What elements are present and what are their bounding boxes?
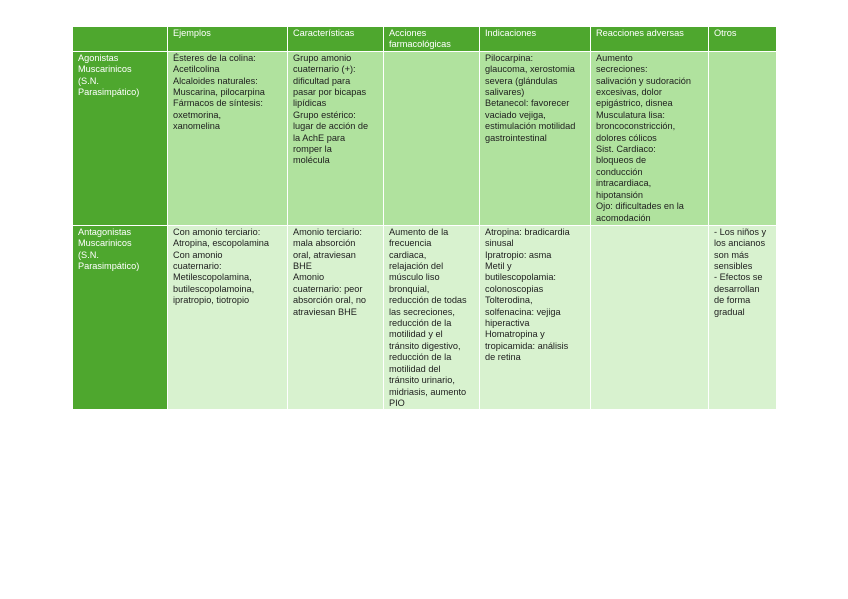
- ejemplos-cell: [168, 225, 288, 410]
- cell-line: bronquial,: [389, 283, 430, 294]
- cell-line: salivación y sudoración: [596, 75, 691, 86]
- cell-line: ipratropio, tiotropio: [173, 295, 250, 306]
- header-reacciones: Reacciones adversas: [591, 27, 709, 52]
- cell-line: Pilocarpina:: [485, 52, 534, 63]
- cell-line: glaucoma, xerostomia: [485, 64, 575, 75]
- indicaciones-cell: [480, 51, 591, 225]
- cell-line: Betanecol: favorecer: [485, 98, 570, 109]
- cell-line: Metil y: [485, 261, 512, 272]
- cell-line: sensibles: [714, 261, 753, 272]
- cell-line: intracardiaca,: [596, 178, 652, 189]
- cell-line: reducción de todas: [389, 295, 467, 306]
- header-ejemplos: Ejemplos: [168, 27, 288, 52]
- cell-line: bloqueos de: [596, 155, 647, 166]
- cell-line: Atropina, escopolamina: [173, 238, 270, 249]
- cell-line: la AchE para: [293, 132, 346, 143]
- header-acciones: Acciones farmacológicas: [384, 27, 480, 52]
- cell-line: (S.N.: [78, 249, 99, 260]
- cell-line: gastrointestinal: [485, 132, 547, 143]
- cell-line: dificultad para: [293, 75, 351, 86]
- reacciones-cell: [591, 225, 709, 410]
- cell-line: secreciones:: [596, 64, 648, 75]
- cell-line: lipídicas: [293, 98, 327, 109]
- cell-line: las secreciones,: [389, 306, 455, 317]
- cell-line: son más: [714, 249, 749, 260]
- cell-line: Ipratropio: asma: [485, 249, 552, 260]
- cell-line: excesivas, dolor: [596, 87, 662, 98]
- acciones-cell: [384, 225, 480, 410]
- cell-line: cuaternario: peor: [293, 283, 363, 294]
- cell-line: Sist. Cardiaco:: [596, 144, 656, 155]
- otros-cell: [709, 51, 777, 225]
- ejemplos-cell: [168, 51, 288, 225]
- cell-line: PIO: [389, 397, 405, 408]
- cell-line: Tolterodina,: [485, 295, 533, 306]
- cell-line: tránsito urinario,: [389, 375, 455, 386]
- cell-line: tránsito digestivo,: [389, 340, 461, 351]
- cell-line: Atropina: bradicardia: [485, 226, 570, 237]
- cell-line: butilescopolamia:: [485, 272, 556, 283]
- cell-line: sinusal: [485, 238, 514, 249]
- cell-line: reducción de la: [389, 352, 452, 363]
- cell-line: hiperactiva: [485, 318, 530, 329]
- cell-line: Aumento de la: [389, 226, 449, 237]
- header-row: [73, 27, 777, 52]
- cell-line: estimulación motilidad: [485, 121, 576, 132]
- pharmacology-table: [72, 26, 777, 410]
- cell-line: gradual: [714, 306, 745, 317]
- cell-line: Acetilcolina: [173, 64, 220, 75]
- cell-line: Parasimpático): [78, 261, 140, 272]
- cell-line: - Efectos se: [714, 272, 763, 283]
- row-label-cell: [73, 51, 168, 225]
- cell-line: epigástrico, disnea: [596, 98, 673, 109]
- cell-line: Agonistas: [78, 52, 119, 63]
- cell-line: colonoscopias: [485, 283, 544, 294]
- cell-line: Con amonio terciario:: [173, 226, 261, 237]
- cell-line: butilescopolamoina,: [173, 283, 255, 294]
- cell-line: romper la: [293, 144, 332, 155]
- cell-line: (S.N.: [78, 75, 99, 86]
- cell-line: dolores cólicos: [596, 132, 657, 143]
- cell-line: Amonio: [293, 272, 325, 283]
- cell-line: cuaternario (+):: [293, 64, 356, 75]
- cell-line: absorción oral, no: [293, 295, 367, 306]
- cell-line: músculo liso: [389, 272, 440, 283]
- cell-line: Muscarina, pilocarpina: [173, 87, 265, 98]
- cell-line: salivares): [485, 87, 525, 98]
- cell-line: broncoconstricción,: [596, 121, 676, 132]
- cell-line: - Los niños y: [714, 226, 767, 237]
- cell-line: Musculatura lisa:: [596, 109, 665, 120]
- cell-line: molécula: [293, 155, 330, 166]
- otros-cell: [709, 225, 777, 410]
- cell-line: Aumento: [596, 52, 633, 63]
- header-otros: Otros: [709, 27, 777, 52]
- cell-line: relajación del: [389, 261, 444, 272]
- cell-line: atraviesan BHE: [293, 306, 357, 317]
- header-caracteristicas: Características: [288, 27, 384, 52]
- cell-line: Ojo: dificultades en la: [596, 201, 684, 212]
- cell-line: motilidad y el: [389, 329, 443, 340]
- acciones-cell: [384, 51, 480, 225]
- cell-line: oral, atraviesan: [293, 249, 356, 260]
- cell-line: hipotansión: [596, 189, 643, 200]
- cell-line: cuaternario:: [173, 261, 222, 272]
- cell-line: severa (glándulas: [485, 75, 558, 86]
- cell-line: reducción de la: [389, 318, 452, 329]
- cell-line: de forma: [714, 295, 751, 306]
- table-row-antagonistas: [73, 225, 777, 410]
- cell-line: midriasis, aumento: [389, 386, 467, 397]
- caracteristicas-cell: [288, 51, 384, 225]
- cell-line: lugar de acción de: [293, 121, 369, 132]
- cell-line: Metilescopolamina,: [173, 272, 252, 283]
- cell-line: conducción: [596, 166, 643, 177]
- cell-line: motilidad del: [389, 363, 441, 374]
- caracteristicas-cell: [288, 225, 384, 410]
- cell-line: Muscarinicos: [78, 64, 132, 75]
- header-indicaciones: Indicaciones: [480, 27, 591, 52]
- cell-line: cardiaca,: [389, 249, 427, 260]
- cell-line: Antagonistas: [78, 226, 132, 237]
- cell-line: vaciado vejiga,: [485, 109, 546, 120]
- cell-line: Homatropina y: [485, 329, 545, 340]
- cell-line: Con amonio: [173, 249, 223, 260]
- cell-line: Fármacos de síntesis:: [173, 98, 263, 109]
- cell-line: oxetmorina,: [173, 109, 222, 120]
- cell-line: Amonio terciario:: [293, 226, 362, 237]
- cell-line: Grupo amonio: [293, 52, 352, 63]
- table-row-agonistas: [73, 51, 777, 225]
- cell-line: desarrollan: [714, 283, 760, 294]
- cell-line: mala absorción: [293, 238, 356, 249]
- cell-line: Alcaloides naturales:: [173, 75, 258, 86]
- cell-line: acomodación: [596, 212, 651, 223]
- cell-line: tropicamida: análisis: [485, 340, 569, 351]
- cell-line: BHE: [293, 261, 312, 272]
- cell-line: pasar por bicapas: [293, 87, 367, 98]
- reacciones-cell: [591, 51, 709, 225]
- cell-line: los ancianos: [714, 238, 766, 249]
- indicaciones-cell: [480, 225, 591, 410]
- header-empty: [73, 27, 168, 52]
- cell-line: Ésteres de la colina:: [173, 52, 256, 63]
- row-label-cell: [73, 225, 168, 410]
- cell-line: Grupo estérico:: [293, 109, 356, 120]
- cell-line: de retina: [485, 352, 521, 363]
- cell-line: solfenacina: vejiga: [485, 306, 561, 317]
- cell-line: Parasimpático): [78, 87, 140, 98]
- cell-line: frecuencia: [389, 238, 432, 249]
- cell-line: Muscarinicos: [78, 238, 132, 249]
- cell-line: xanomelina: [173, 121, 220, 132]
